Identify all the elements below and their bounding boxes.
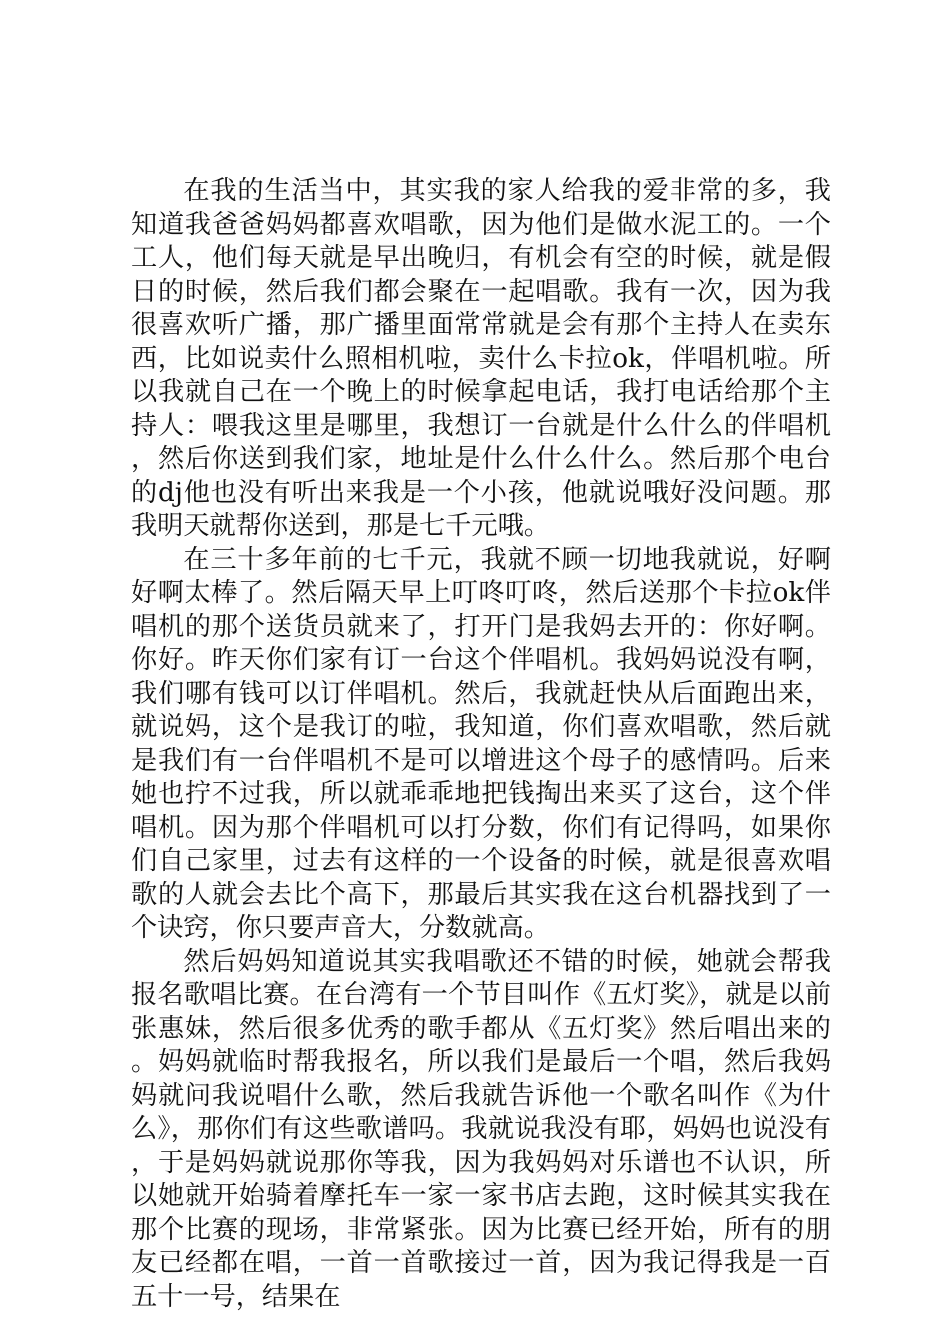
paragraph-2: 在三十多年前的七千元，我就不顾一切地我就说，好啊好啊太棒了。然后隔天早上叮咚叮咚，然后送那个卡拉ok伴唱机的那个送货员就来了，打开门是我妈去开的：你好啊。你好。昨天你们家有订一台这个伴唱机。我妈妈说没有啊，我们哪有钱可以订伴唱机。然后，我就赶快从后面跑出来，就说妈，这个是我订的啦，我知道，你们喜欢唱歌，然后就是我们有一台伴唱机不是可以增进这个母子的感情吗。后来她也拧不过我，所以就乖乖地把钱掏出来买了这台，这个伴唱机。因为那个伴唱机可以打分数，你们有记得吗，如果你们自己家里，过去有这样的一个设备的时候，就是很喜欢唱歌的人就会去比个高下，那最后其实我在这台机器找到了一个诀窍，你只要声音大，分数就高。: [131, 544, 831, 943]
document-body: [131, 175, 831, 1314]
paragraph-1: 在我的生活当中，其实我的家人给我的爱非常的多，我知道我爸爸妈妈都喜欢唱歌，因为他们是做水泥工的。一个工人，他们每天就是早出晚归，有机会有空的时候，就是假日的时候，然后我们都会聚在一起唱歌。我有一次，因为我很喜欢听广播，那广播里面常常就是会有那个主持人在卖东西，比如说卖什么照相机啦，卖什么卡拉ok，伴唱机啦。所以我就自己在一个晚上的时候拿起电话，我打电话给那个主持人：喂我这里是哪里，我想订一台就是什么什么的伴唱机，然后你送到我们家，地址是什么什么什么。然后那个电台的dj他也没有听出来我是一个小孩，他就说哦好没问题。那我明天就帮你送到，那是七千元哦。: [131, 176, 831, 541]
paragraph-3: 然后妈妈知道说其实我唱歌还不错的时候，她就会帮我报名歌唱比赛。在台湾有一个节目叫作《五灯奖》，就是以前张惠妹，然后很多优秀的歌手都从《五灯奖》然后唱出来的。妈妈就临时帮我报名，所以我们是最后一个唱，然后我妈妈就问我说唱什么歌，然后我就告诉他一个歌名叫作《为什么》，那你们有这些歌谱吗。我就说我没有耶，妈妈也说没有，于是妈妈就说那你等我，因为我妈妈对乐谱也不认识，所以她就开始骑着摩托车一家一家书店去跑，这时候其实我在那个比赛的现场，非常紧张。因为比赛已经开始，所有的朋友已经都在唱，一首一首歌接过一首，因为我记得我是一百五十一号，结果在: [131, 946, 831, 1312]
